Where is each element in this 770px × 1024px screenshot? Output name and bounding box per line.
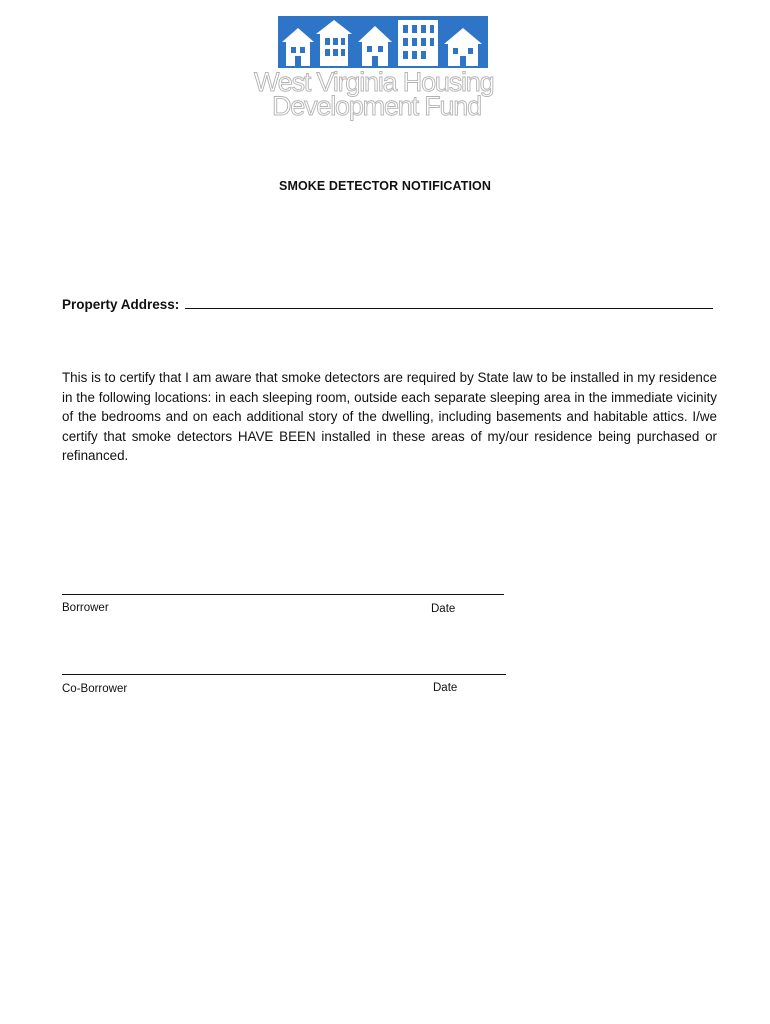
certification-paragraph: This is to certify that I am aware that smoke detectors are required by State law to be installed in my residence in the following locations: in each sleeping room, outside each separate sleeping area in the immediate vicinity of the bedrooms and on each additional story of the dwelling, including basements and habitable attics. I/we certify that smoke detectors HAVE BEEN installed in these areas of my/our residence being purchased or refinanced. — [62, 370, 717, 463]
property-address-row — [62, 296, 713, 312]
logo-text-line2: Development Fund — [272, 91, 481, 121]
borrower-date-label: Date — [431, 603, 456, 615]
wvhdf-logo — [254, 16, 518, 120]
coborrower-label: Co-Borrower — [62, 683, 128, 695]
property-address-label: Property Address: — [62, 297, 180, 312]
borrower-signature-line[interactable] — [62, 594, 504, 595]
coborrower-date-label: Date — [433, 682, 458, 694]
coborrower-signature-line[interactable] — [62, 674, 506, 675]
houses-logo-icon — [278, 16, 488, 68]
borrower-label: Borrower — [62, 602, 109, 614]
document-title: SMOKE DETECTOR NOTIFICATION — [279, 179, 491, 193]
logo-text-line1: West Virginia Housing — [254, 67, 494, 97]
property-address-field[interactable] — [185, 296, 713, 309]
